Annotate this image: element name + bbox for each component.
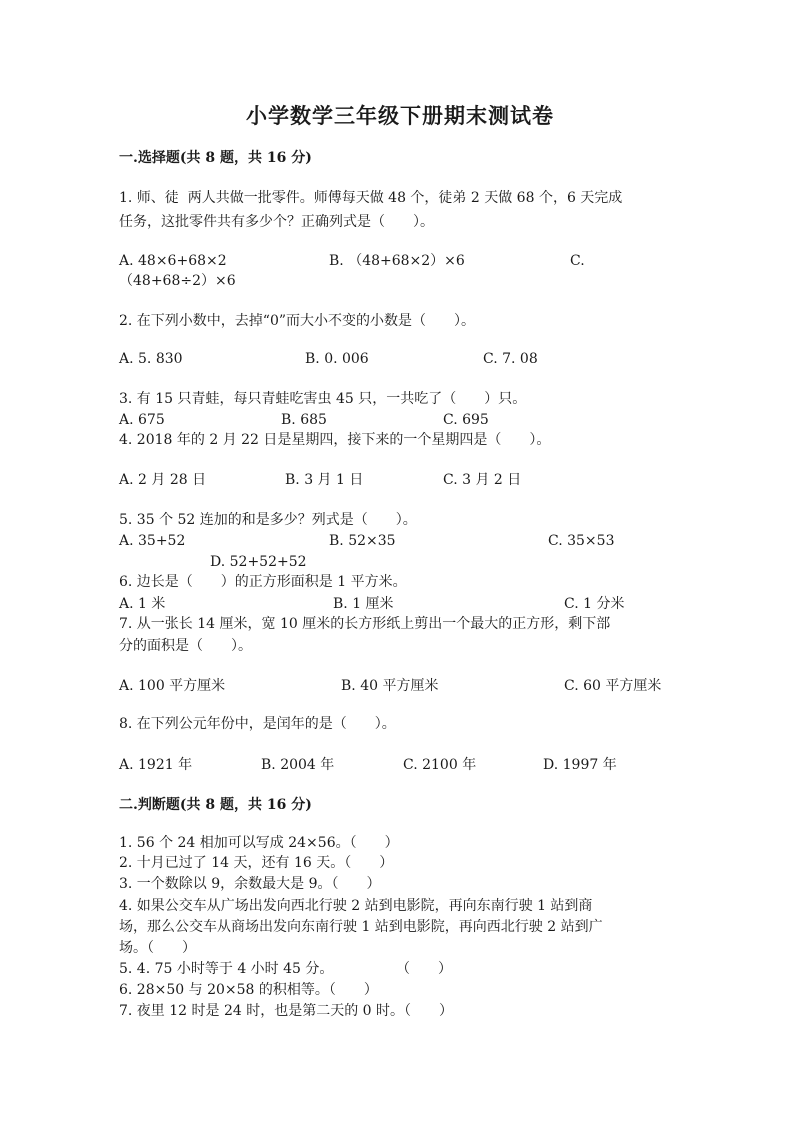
question-7-text-cont: 分的面积是（ ）。 — [119, 638, 252, 654]
question-8-option-c: C. 2100 年 — [403, 757, 477, 773]
judgement-item-4-cont: 场，那么公交车从商场出发向东南行驶 1 站到电影院，再向西北行驶 2 站到广 — [119, 919, 603, 935]
question-2-option-a: A. 5. 830 — [119, 351, 183, 367]
question-5-option-d: D. 52+52+52 — [210, 554, 307, 570]
section-heading-choice: 一.选择题(共 8 题，共 16 分) — [119, 150, 312, 166]
question-1-option-c-cont: （48+68÷2）×6 — [119, 273, 236, 289]
question-1-text: 1. 师、徒 两人共做一批零件。师傅每天做 48 个，徒弟 2 天做 68 个，6 天完成 — [119, 190, 623, 206]
judgement-item-4-end: 场。（ ） — [119, 940, 196, 956]
judgement-item-1: 1. 56 个 24 相加可以写成 24×56。（ ） — [119, 835, 399, 851]
question-6-option-a: A. 1 米 — [119, 596, 166, 612]
question-5-text: 5. 35 个 52 连加的和是多少？列式是（ ）。 — [119, 512, 417, 528]
question-1-option-c: C. — [570, 253, 585, 269]
question-4-option-b: B. 3 月 1 日 — [285, 472, 364, 488]
question-5-option-b: B. 52×35 — [329, 533, 396, 549]
page-title: 小学数学三年级下册期末测试卷 — [246, 103, 554, 128]
question-2-text: 2. 在下列小数中，去掉“0”而大小不变的小数是（ ）。 — [119, 313, 476, 329]
judgement-item-5-blank: （ ） — [396, 961, 452, 977]
judgement-item-5: 5. 4. 75 小时等于 4 小时 45 分。 — [119, 961, 334, 977]
section-heading-true-false: 二.判断题(共 8 题，共 16 分) — [119, 797, 312, 813]
question-6-text: 6. 边长是（ ）的正方形面积是 1 平方米。 — [119, 574, 407, 590]
question-4-text: 4. 2018 年的 2 月 22 日是星期四，接下来的一个星期四是（ ）。 — [119, 432, 551, 448]
judgement-item-3: 3. 一个数除以 9，余数最大是 9。（ ） — [119, 876, 381, 892]
question-1-option-a: A. 48×6+68×2 — [119, 253, 227, 269]
question-3-option-b: B. 685 — [281, 412, 327, 428]
question-5-option-a: A. 35+52 — [119, 533, 186, 549]
question-4-option-a: A. 2 月 28 日 — [119, 472, 207, 488]
question-6-option-b: B. 1 厘米 — [333, 596, 394, 612]
question-8-option-a: A. 1921 年 — [119, 757, 193, 773]
question-5-option-c: C. 35×53 — [548, 533, 615, 549]
question-7-option-a: A. 100 平方厘米 — [119, 678, 226, 694]
question-4-option-c: C. 3 月 2 日 — [443, 472, 522, 488]
question-3-text: 3. 有 15 只青蛙，每只青蛙吃害虫 45 只，一共吃了（ ）只。 — [119, 391, 527, 407]
question-1-option-b: B. （48+68×2）×6 — [329, 253, 465, 269]
judgement-item-2: 2. 十月已过了 14 天，还有 16 天。（ ） — [119, 855, 394, 871]
question-6-option-c: C. 1 分米 — [564, 596, 625, 612]
question-3-option-a: A. 675 — [119, 412, 165, 428]
question-7-text: 7. 从一张长 14 厘米，宽 10 厘米的长方形纸上剪出一个最大的正方形，剩下部 — [119, 616, 611, 632]
judgement-item-7: 7. 夜里 12 时是 24 时，也是第二天的 0 时。（ ） — [119, 1003, 454, 1019]
question-7-option-b: B. 40 平方厘米 — [341, 678, 439, 694]
question-3-option-c: C. 695 — [443, 412, 489, 428]
judgement-item-6: 6. 28×50 与 20×58 的积相等。（ ） — [119, 982, 378, 998]
question-2-option-b: B. 0. 006 — [305, 351, 369, 367]
judgement-item-4: 4. 如果公交车从广场出发向西北行驶 2 站到电影院，再向东南行驶 1 站到商 — [119, 898, 593, 914]
question-1-text-cont: 任务，这批零件共有多少个？正确列式是（ ）。 — [119, 214, 434, 230]
question-8-option-b: B. 2004 年 — [261, 757, 335, 773]
question-8-text: 8. 在下列公元年份中，是闰年的是（ ）。 — [119, 716, 396, 732]
question-7-option-c: C. 60 平方厘米 — [564, 678, 662, 694]
question-8-option-d: D. 1997 年 — [543, 757, 617, 773]
question-2-option-c: C. 7. 08 — [483, 351, 538, 367]
